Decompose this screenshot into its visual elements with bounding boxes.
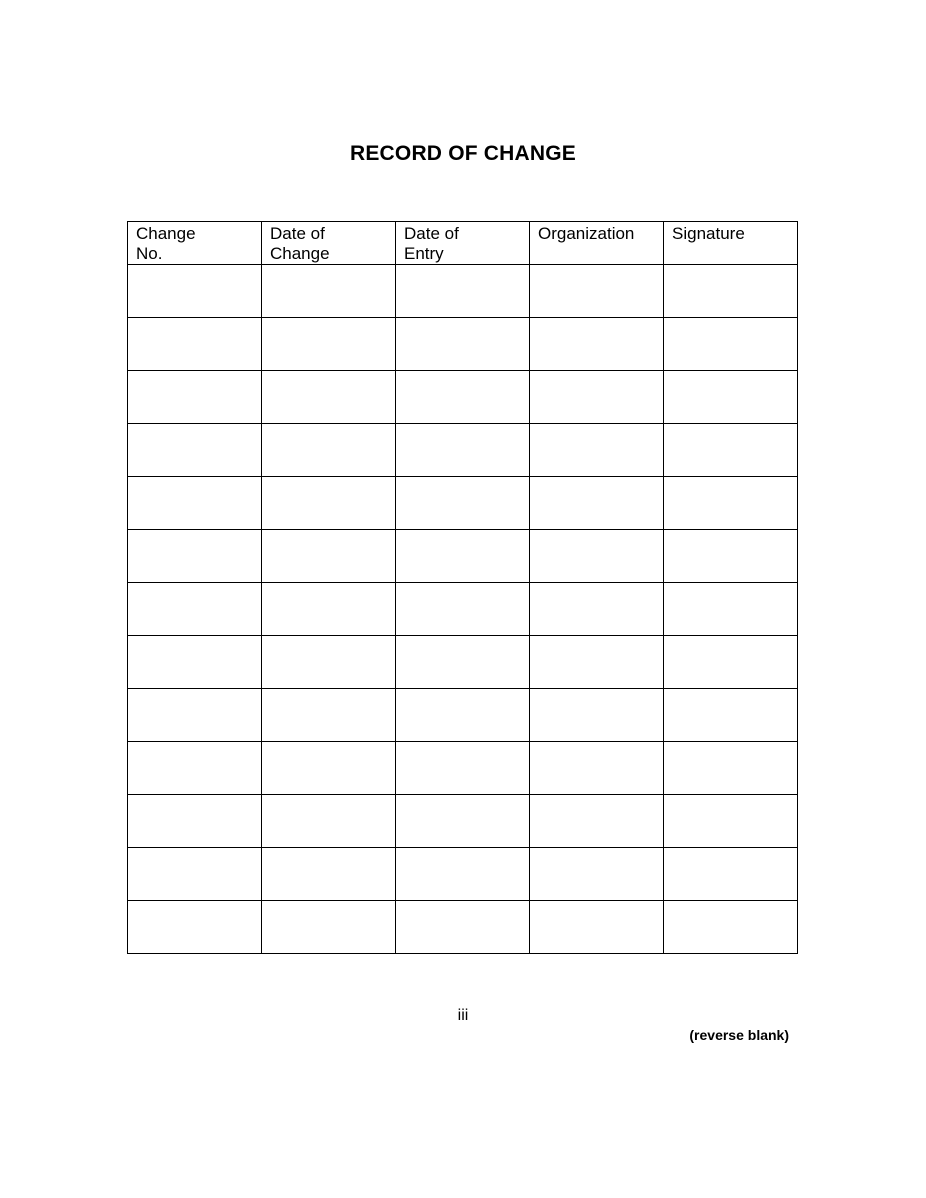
table-cell-change-no [128, 689, 262, 742]
table-cell-date-of-entry [396, 477, 530, 530]
table-cell-organization [530, 371, 664, 424]
table-cell-signature [664, 901, 798, 954]
column-header-organization: Organization [530, 222, 664, 265]
table-cell-organization [530, 265, 664, 318]
table-row [128, 848, 798, 901]
table-cell-signature [664, 689, 798, 742]
table-row [128, 477, 798, 530]
table-cell-change-no [128, 742, 262, 795]
table-row [128, 530, 798, 583]
table-cell-date-of-change [262, 477, 396, 530]
table-row [128, 265, 798, 318]
table-cell-date-of-entry [396, 848, 530, 901]
table-cell-organization [530, 795, 664, 848]
table-row [128, 424, 798, 477]
table-cell-date-of-change [262, 636, 396, 689]
table-cell-change-no [128, 318, 262, 371]
table-cell-change-no [128, 583, 262, 636]
table-row [128, 795, 798, 848]
table-cell-date-of-change [262, 371, 396, 424]
table-row [128, 901, 798, 954]
table-row [128, 742, 798, 795]
table-cell-signature [664, 371, 798, 424]
table-cell-date-of-entry [396, 636, 530, 689]
table-cell-organization [530, 477, 664, 530]
table-cell-organization [530, 636, 664, 689]
reverse-blank-note: (reverse blank) [689, 1027, 789, 1043]
table-cell-signature [664, 530, 798, 583]
page-number: iii [457, 1007, 469, 1024]
table-cell-date-of-entry [396, 424, 530, 477]
table-row [128, 689, 798, 742]
table-cell-date-of-entry [396, 318, 530, 371]
table-cell-date-of-change [262, 424, 396, 477]
table-cell-date-of-change [262, 901, 396, 954]
table-cell-date-of-change [262, 848, 396, 901]
table-cell-date-of-change [262, 265, 396, 318]
table-cell-date-of-entry [396, 795, 530, 848]
table-cell-change-no [128, 636, 262, 689]
table-cell-change-no [128, 424, 262, 477]
table-cell-organization [530, 583, 664, 636]
record-of-change-table [127, 221, 798, 954]
table-cell-signature [664, 477, 798, 530]
table-cell-change-no [128, 901, 262, 954]
table-cell-organization [530, 424, 664, 477]
table-row [128, 371, 798, 424]
table-cell-organization [530, 318, 664, 371]
table-cell-change-no [128, 477, 262, 530]
table-cell-change-no [128, 371, 262, 424]
table-cell-date-of-entry [396, 901, 530, 954]
table-cell-signature [664, 848, 798, 901]
table-cell-signature [664, 424, 798, 477]
table-cell-date-of-entry [396, 583, 530, 636]
column-header-date-of-change: Date of Change [262, 222, 396, 265]
table-cell-date-of-change [262, 318, 396, 371]
table-cell-organization [530, 901, 664, 954]
table-cell-date-of-entry [396, 371, 530, 424]
table-cell-date-of-entry [396, 530, 530, 583]
table-cell-signature [664, 318, 798, 371]
table-cell-change-no [128, 530, 262, 583]
table-row [128, 318, 798, 371]
table-cell-date-of-entry [396, 689, 530, 742]
table-cell-change-no [128, 265, 262, 318]
table-cell-date-of-change [262, 689, 396, 742]
table-cell-organization [530, 742, 664, 795]
column-header-date-of-entry: Date of Entry [396, 222, 530, 265]
column-header-change-no: Change No. [128, 222, 262, 265]
column-header-signature: Signature [664, 222, 798, 265]
table-body [128, 265, 798, 954]
table-cell-change-no [128, 848, 262, 901]
table-cell-organization [530, 689, 664, 742]
table-header-row [128, 222, 798, 265]
table-cell-organization [530, 848, 664, 901]
table-cell-date-of-entry [396, 265, 530, 318]
table-cell-organization [530, 530, 664, 583]
table-row [128, 636, 798, 689]
table-cell-date-of-change [262, 530, 396, 583]
table-cell-date-of-entry [396, 742, 530, 795]
table-cell-signature [664, 795, 798, 848]
table-cell-change-no [128, 795, 262, 848]
table-cell-date-of-change [262, 583, 396, 636]
table-cell-signature [664, 636, 798, 689]
table-cell-signature [664, 583, 798, 636]
table-cell-date-of-change [262, 795, 396, 848]
table-cell-signature [664, 742, 798, 795]
table-cell-date-of-change [262, 742, 396, 795]
table-row [128, 583, 798, 636]
page-title: RECORD OF CHANGE [349, 142, 577, 165]
table-cell-signature [664, 265, 798, 318]
